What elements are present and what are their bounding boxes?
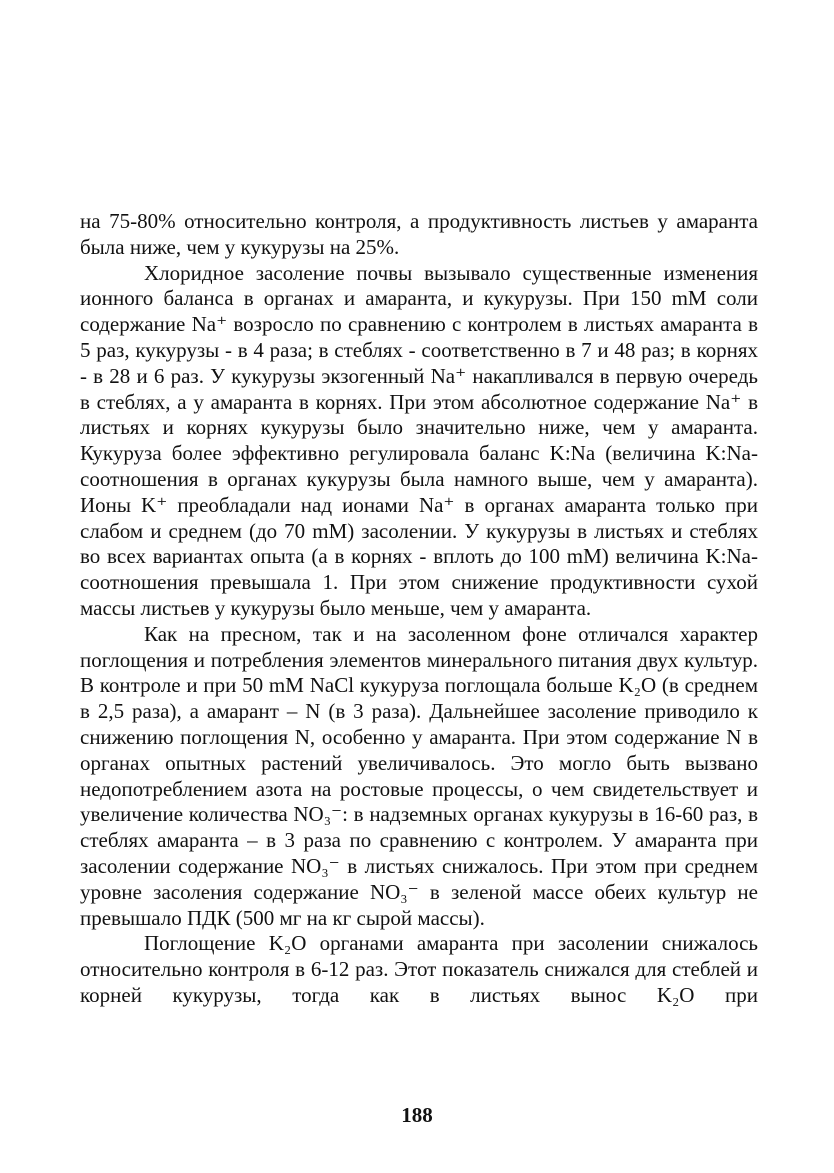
page-number: 188 xyxy=(401,1103,433,1127)
paragraph-continuation: на 75-80% относительно контроля, а продуктивность листьев у амаранта была ниже, чем у кукурузы на 25%. xyxy=(80,209,758,259)
body-text xyxy=(80,209,758,1009)
paragraph-mineral-nutrition: Как на пресном, так и на засоленном фоне отличался характер поглощения и потребления элементов минерального питания двух культур. В контроле и при 50 mM NaCl кукуруза поглощала больше K₂O (в среднем в 2,5 раза), а амарант – N (в 3 раза). Дальнейшее засоление приводило к снижению поглощения N, особенно у амаранта. При этом содержание N в органах опытных растений увеличивалось. Это могло быть вызвано недопотреблением азота на ростовые процессы, о чем свидетельствует и увеличение количества NO₃⁻: в надземных органах кукурузы в 16-60 раз, в стеблях амаранта – в 3 раза по сравнению с контролем. У амаранта при засолении содержание NO₃⁻ в листьях снижалось. При этом при среднем уровне засоления содержание NO₃⁻ в зеленой массе обеих культур не превышало ПДК (500 мг на кг сырой массы). xyxy=(80,621,758,930)
paragraph-chloride-salinity: Хлоридное засоление почвы вызывало существенные изменения ионного баланса в органах и амаранта, и кукурузы. При 150 mM соли содержание Na⁺ возросло по сравнению с контролем в листьях амаранта в 5 раз, кукурузы - в 4 раза; в стеблях - соответственно в 7 и 48 раз; в корнях - в 28 и 6 раз. У кукурузы экзогенный Na⁺ накапливался в первую очередь в стеблях, а у амаранта в корнях. При этом абсолютное содержание Na⁺ в листьях и корнях кукурузы было значительно ниже, чем у амаранта. Кукуруза более эффективно регулировала баланс K:Na (величина K:Na-соотношения в органах кукурузы была намного выше, чем у амаранта). Ионы K⁺ преобладали над ионами Na⁺ в органах амаранта только при слабом и среднем (до 70 mM) засолении. У кукурузы в листьях и стеблях во всех вариантах опыта (а в корнях - вплоть до 100 mM) величина K:Na-соотношения превышала 1. При этом снижение продуктивности сухой массы листьев у кукурузы было меньше, чем у амаранта. xyxy=(80,260,758,620)
paragraph-k2o-uptake: Поглощение K₂O органами амаранта при засолении снижалось относительно контроля в 6-12 раз. Этот показатель снижался для стеблей и корней кукурузы, тогда как в листьях вынос K₂O при xyxy=(80,931,758,1007)
